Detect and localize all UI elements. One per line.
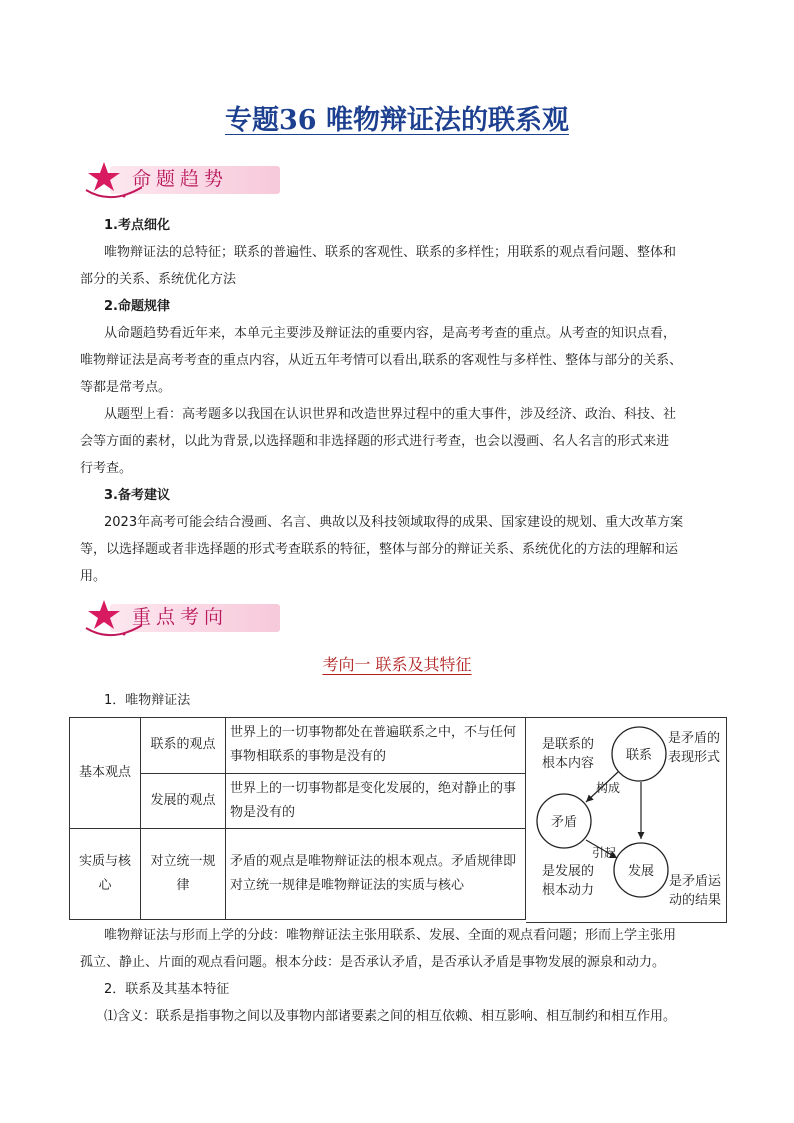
node-label: 矛盾	[551, 815, 578, 830]
table-cell: 对立统一规律	[141, 829, 226, 920]
annotation-label: 是联系的	[542, 737, 595, 752]
paragraph-line: 等，以选择题或者非选择题的形式考查联系的特征，整体与部分的辩证关系、系统优化的方法的理解和运	[80, 542, 679, 557]
paragraph-line: 唯物辩证法与形而上学的分歧：唯物辩证法主张用联系、发展、全面的观点看问题；形而上学主张用	[104, 928, 677, 943]
star-swoosh-icon	[82, 160, 142, 202]
topic-subheading: 考向一 联系及其特征	[322, 655, 472, 674]
annotation-label: 表现形式	[668, 750, 721, 765]
table-cell: 世界上的一切事物都处在普遍联系之中，不与任何事物相联系的事物是没有的	[226, 718, 526, 774]
star-swoosh-icon	[82, 598, 142, 640]
table-row	[70, 829, 526, 920]
list-item-label: 1．唯物辩证法	[104, 693, 191, 708]
table-row	[70, 718, 526, 774]
table-cell: 基本观点	[70, 718, 141, 829]
node-label: 联系	[626, 748, 653, 763]
paragraph-line: 2．联系及其基本特征	[104, 982, 230, 997]
paragraph-line: 从题型上看：高考题多以我国在认识世界和改造世界过程中的重大事件，涉及经济、政治、科技、社	[104, 407, 677, 422]
table-cell: 联系的观点	[141, 718, 226, 774]
concept-table	[69, 717, 526, 920]
paragraph-line: 用。	[80, 569, 107, 584]
banner-label: 重点考向	[132, 606, 229, 628]
trend-section	[80, 212, 724, 590]
annotation-label: 根本动力	[542, 883, 595, 898]
section-heading: 2.命题规律	[104, 299, 170, 314]
annotation-label: 根本内容	[542, 756, 595, 771]
annotation-label: 是矛盾运	[669, 874, 722, 889]
annotation-label: 动的结果	[669, 893, 722, 908]
section-heading: 3.备考建议	[104, 488, 170, 503]
section-banner-trend	[82, 160, 282, 202]
paragraph-line: 2023年高考可能会结合漫画、名言、典故以及科技领域取得的成果、国家建设的规划、重大改革方案	[104, 515, 684, 530]
annotation-label: 是发展的	[542, 864, 595, 879]
paragraph-line: 孤立、静止、片面的观点看问题。根本分歧：是否承认矛盾，是否承认矛盾是事物发展的源泉和动力。	[80, 955, 666, 970]
node-label: 发展	[628, 864, 655, 879]
banner-label: 命题趋势	[132, 168, 229, 190]
paragraph-line: 行考查。	[80, 461, 133, 476]
paragraph-line: 部分的关系、系统优化方法	[80, 272, 237, 287]
paragraph-line: 从命题趋势看近年来，本单元主要涉及辩证法的重要内容，是高考考查的重点。从考查的知识点看，	[104, 326, 677, 341]
edge-label: 构成	[596, 781, 621, 795]
paragraph-line: 唯物辩证法的总特征；联系的普遍性、联系的客观性、联系的多样性；用联系的观点看问题、整体和	[104, 245, 677, 260]
page-title: 专题36 唯物辩证法的联系观	[225, 105, 569, 136]
table-cell: 发展的观点	[141, 773, 226, 829]
relation-diagram	[526, 717, 727, 923]
paragraph-line: 会等方面的素材，以此为背景,以选择题和非选择题的形式进行考查，也会以漫画、名人名言的形式来进	[80, 434, 670, 449]
paragraph-line: 唯物辩证法是高考考查的重点内容，从近五年考情可以看出,联系的客观性与多样性、整体与部分的关系、	[80, 353, 683, 368]
table-cell: 实质与核心	[70, 829, 141, 920]
edge-label: 引起	[592, 846, 617, 860]
section-banner-focus	[82, 598, 282, 640]
annotation-label: 是矛盾的	[668, 731, 721, 746]
table-cell: 矛盾的观点是唯物辩证法的根本观点。矛盾规律即对立统一规律是唯物辩证法的实质与核心	[226, 829, 526, 920]
paragraph-line: 等都是常考点。	[80, 380, 172, 395]
paragraph-line: ⑴含义：联系是指事物之间以及事物内部诸要素之间的相互依赖、相互影响、相互制约和相互作用。	[104, 1009, 677, 1024]
section-heading: 1.考点细化	[104, 218, 170, 233]
table-cell: 世界上的一切事物都是变化发展的，绝对静止的事物是没有的	[226, 773, 526, 829]
